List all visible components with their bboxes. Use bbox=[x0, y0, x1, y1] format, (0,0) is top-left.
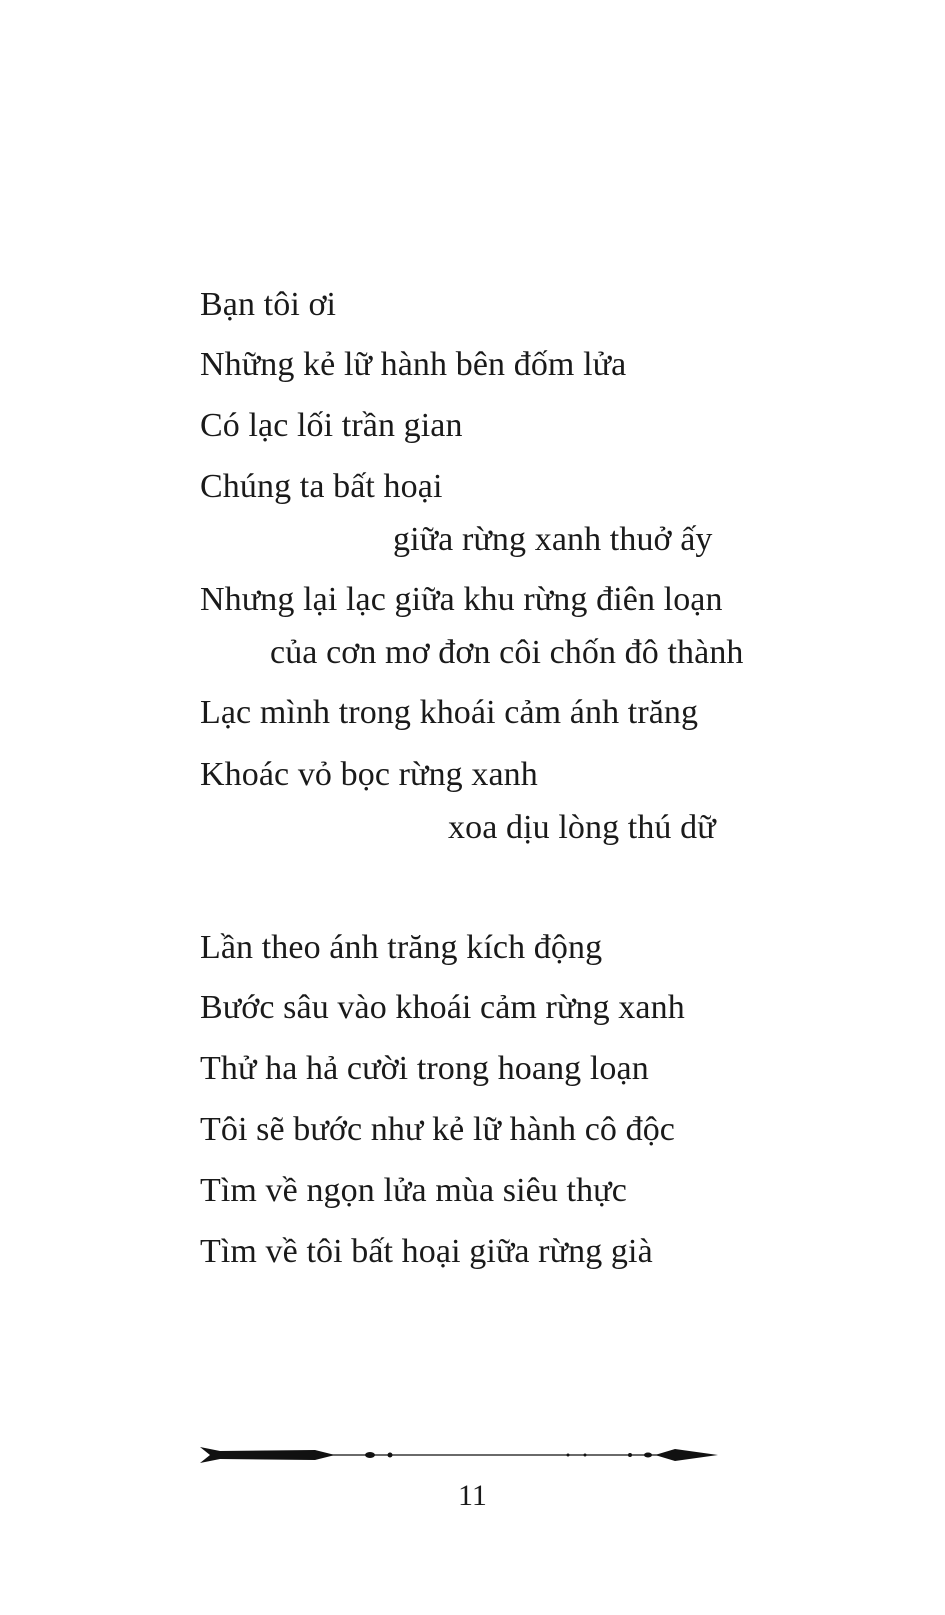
poem-line-indented: của cơn mơ đơn côi chốn đô thành bbox=[270, 634, 744, 671]
poem-line: Nhưng lại lạc giữa khu rừng điên loạn bbox=[200, 581, 723, 618]
page-number: 11 bbox=[458, 1479, 487, 1512]
poem-line: Có lạc lối trần gian bbox=[200, 407, 463, 444]
poem-line: Tôi sẽ bước như kẻ lữ hành cô độc bbox=[200, 1111, 675, 1148]
poem-line: Lạc mình trong khoái cảm ánh trăng bbox=[200, 694, 699, 731]
poem-line: Bạn tôi ơi bbox=[200, 286, 337, 323]
poem-line: Lần theo ánh trăng kích động bbox=[200, 929, 603, 966]
poem-line: Những kẻ lữ hành bên đốm lửa bbox=[200, 346, 627, 383]
poem-line: Tìm về ngọn lửa mùa siêu thực bbox=[200, 1172, 627, 1209]
poem-line: Chúng ta bất hoại bbox=[200, 468, 443, 505]
poem-line-indented: xoa dịu lòng thú dữ bbox=[448, 809, 716, 846]
poem-line: Khoác vỏ bọc rừng xanh bbox=[200, 756, 538, 793]
poem-line: Bước sâu vào khoái cảm rừng xanh bbox=[200, 989, 685, 1026]
poem-line: Thử ha hả cười trong hoang loạn bbox=[200, 1050, 649, 1087]
arrow-divider-icon bbox=[200, 1440, 720, 1470]
poem-line: Tìm về tôi bất hoại giữa rừng già bbox=[200, 1233, 653, 1270]
poem-line-indented: giữa rừng xanh thuở ấy bbox=[393, 521, 713, 558]
